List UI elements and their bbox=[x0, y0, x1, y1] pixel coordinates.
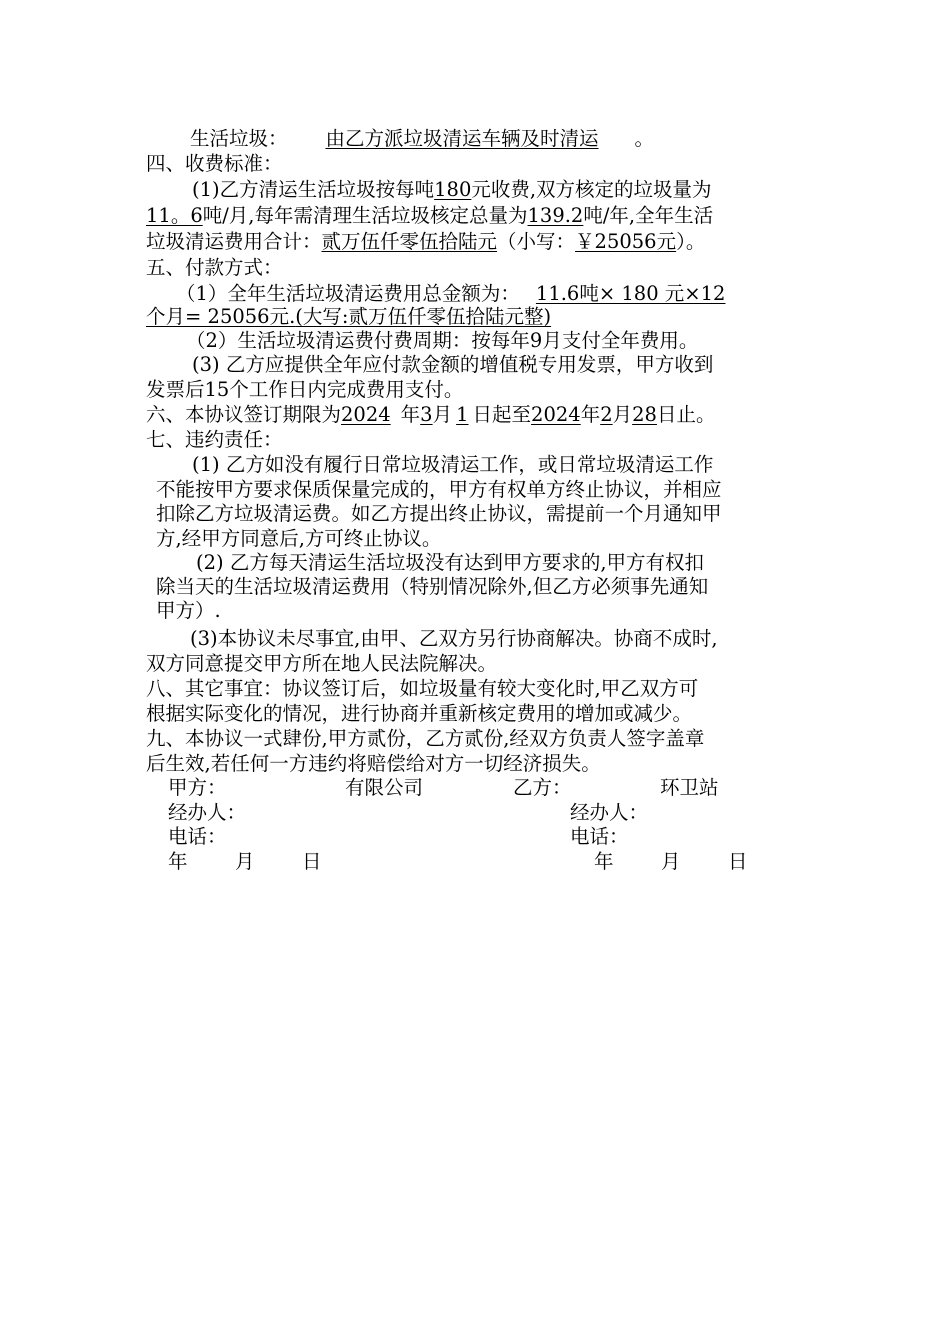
end-month: 2 bbox=[600, 403, 613, 426]
section7-p3-line1: (3)本协议未尽事宜,由甲、乙双方另行协商解决。协商不成时, bbox=[190, 627, 718, 650]
section7-p1-line3: 扣除乙方垃圾清运费。如乙方提出终止协议，需提前一个月通知甲 bbox=[156, 502, 722, 525]
end-year: 2024 bbox=[531, 403, 581, 426]
section4-line1: (1)乙方清运生活垃圾按每吨180元收费,双方核定的垃圾量为 bbox=[192, 178, 712, 201]
section7-p1-line2: 不能按甲方要求保质保量完成的，甲方有权单方终止协议，并相应 bbox=[156, 478, 722, 501]
section7-p2-line1: (2) 乙方每天清运生活垃圾没有达到甲方要求的,甲方有权扣 bbox=[196, 551, 705, 574]
section7-p2-line3: 甲方）. bbox=[156, 599, 221, 622]
section8-line1: 八、其它事宜：协议签订后，如垃圾量有较大变化时,甲乙双方可 bbox=[146, 677, 699, 700]
section4-heading: 四、收费标准： bbox=[146, 152, 283, 175]
party-b-phone-label: 电话： bbox=[570, 825, 629, 848]
section5-heading: 五、付款方式： bbox=[146, 256, 283, 279]
payment-formula-result: 个月= 25056元. bbox=[146, 305, 296, 328]
party-a-day-label: 日 bbox=[302, 850, 322, 873]
garbage-end: 。 bbox=[634, 127, 655, 150]
party-a-month-label: 月 bbox=[235, 850, 255, 873]
section5-p2: （2）生活垃圾清运费付费周期：按每年9月支付全年费用。 bbox=[186, 329, 699, 352]
payment-formula: 11.6吨× 180 元×12 bbox=[535, 282, 726, 305]
price-per-ton: 180 bbox=[434, 178, 472, 201]
annual-total: 139.2 bbox=[527, 204, 584, 227]
section7-heading: 七、违约责任： bbox=[146, 428, 283, 451]
garbage-label: 生活垃圾： bbox=[190, 127, 288, 150]
garbage-value: 由乙方派垃圾清运车辆及时清运 bbox=[325, 127, 599, 150]
section5-p3-line2: 发票后15个工作日内完成费用支付。 bbox=[146, 378, 464, 401]
section6-term: 六、本协议签订期限为2024 年3月 1 日起至2024年2月28日止。 bbox=[146, 403, 716, 426]
party-b-day-label: 日 bbox=[728, 850, 748, 873]
payment-in-words: (大写:贰万伍仟零伍拾陆元整) bbox=[295, 305, 552, 328]
section4-line3: 垃圾清运费用合计：贰万伍仟零伍拾陆元（小写：￥25056元）。 bbox=[146, 230, 706, 253]
monthly-quantity: 11。6 bbox=[146, 204, 203, 227]
section9-line2: 后生效,若任何一方违约将赔偿给对方一切经济损失。 bbox=[146, 752, 601, 775]
section8-line2: 根据实际变化的情况，进行协商并重新核定费用的增加或减少。 bbox=[146, 702, 693, 725]
party-b-name: 环卫站 bbox=[660, 776, 719, 799]
total-in-words: 贰万伍仟零伍拾陆元 bbox=[321, 230, 498, 253]
section9-line1: 九、本协议一式肆份,甲方贰份，乙方贰份,经双方负责人签字盖章 bbox=[146, 727, 705, 750]
start-month: 3 bbox=[420, 403, 433, 426]
party-b-month-label: 月 bbox=[661, 850, 681, 873]
party-a-year-label: 年 bbox=[168, 850, 188, 873]
party-a-phone-label: 电话： bbox=[168, 825, 227, 848]
section5-p3-line1: (3) 乙方应提供全年应付款金额的增值税专用发票，甲方收到 bbox=[192, 353, 714, 376]
start-year: 2024 bbox=[341, 403, 391, 426]
section7-p1-line4: 方,经甲方同意后,方可终止协议。 bbox=[156, 527, 442, 550]
section5-p1-line2 bbox=[146, 304, 551, 330]
section5-p1-line1: （1）全年生活垃圾清运费用总金额为： 11.6吨× 180 元×12 bbox=[176, 282, 726, 305]
section7-p2-line2: 除当天的生活垃圾清运费用（特别情况除外,但乙方必须事先通知 bbox=[156, 575, 709, 598]
total-in-figures: ￥25056元 bbox=[575, 230, 677, 253]
end-day: 28 bbox=[632, 403, 657, 426]
party-a-label: 甲方： bbox=[168, 776, 227, 799]
start-day: 1 bbox=[456, 403, 469, 426]
section7-p1-line1: (1) 乙方如没有履行日常垃圾清运工作，或日常垃圾清运工作 bbox=[192, 453, 714, 476]
party-b-year-label: 年 bbox=[594, 850, 614, 873]
party-a-name: 有限公司 bbox=[345, 776, 424, 799]
party-b-label: 乙方： bbox=[513, 776, 572, 799]
party-b-handler-label: 经办人： bbox=[570, 801, 649, 824]
section7-p3-line2: 双方同意提交甲方所在地人民法院解决。 bbox=[146, 652, 498, 675]
section4-line2: 11。6吨/月,每年需清理生活垃圾核定总量为139.2吨/年,全年生活 bbox=[146, 204, 714, 227]
garbage-line bbox=[190, 126, 654, 152]
party-a-handler-label: 经办人： bbox=[168, 801, 247, 824]
